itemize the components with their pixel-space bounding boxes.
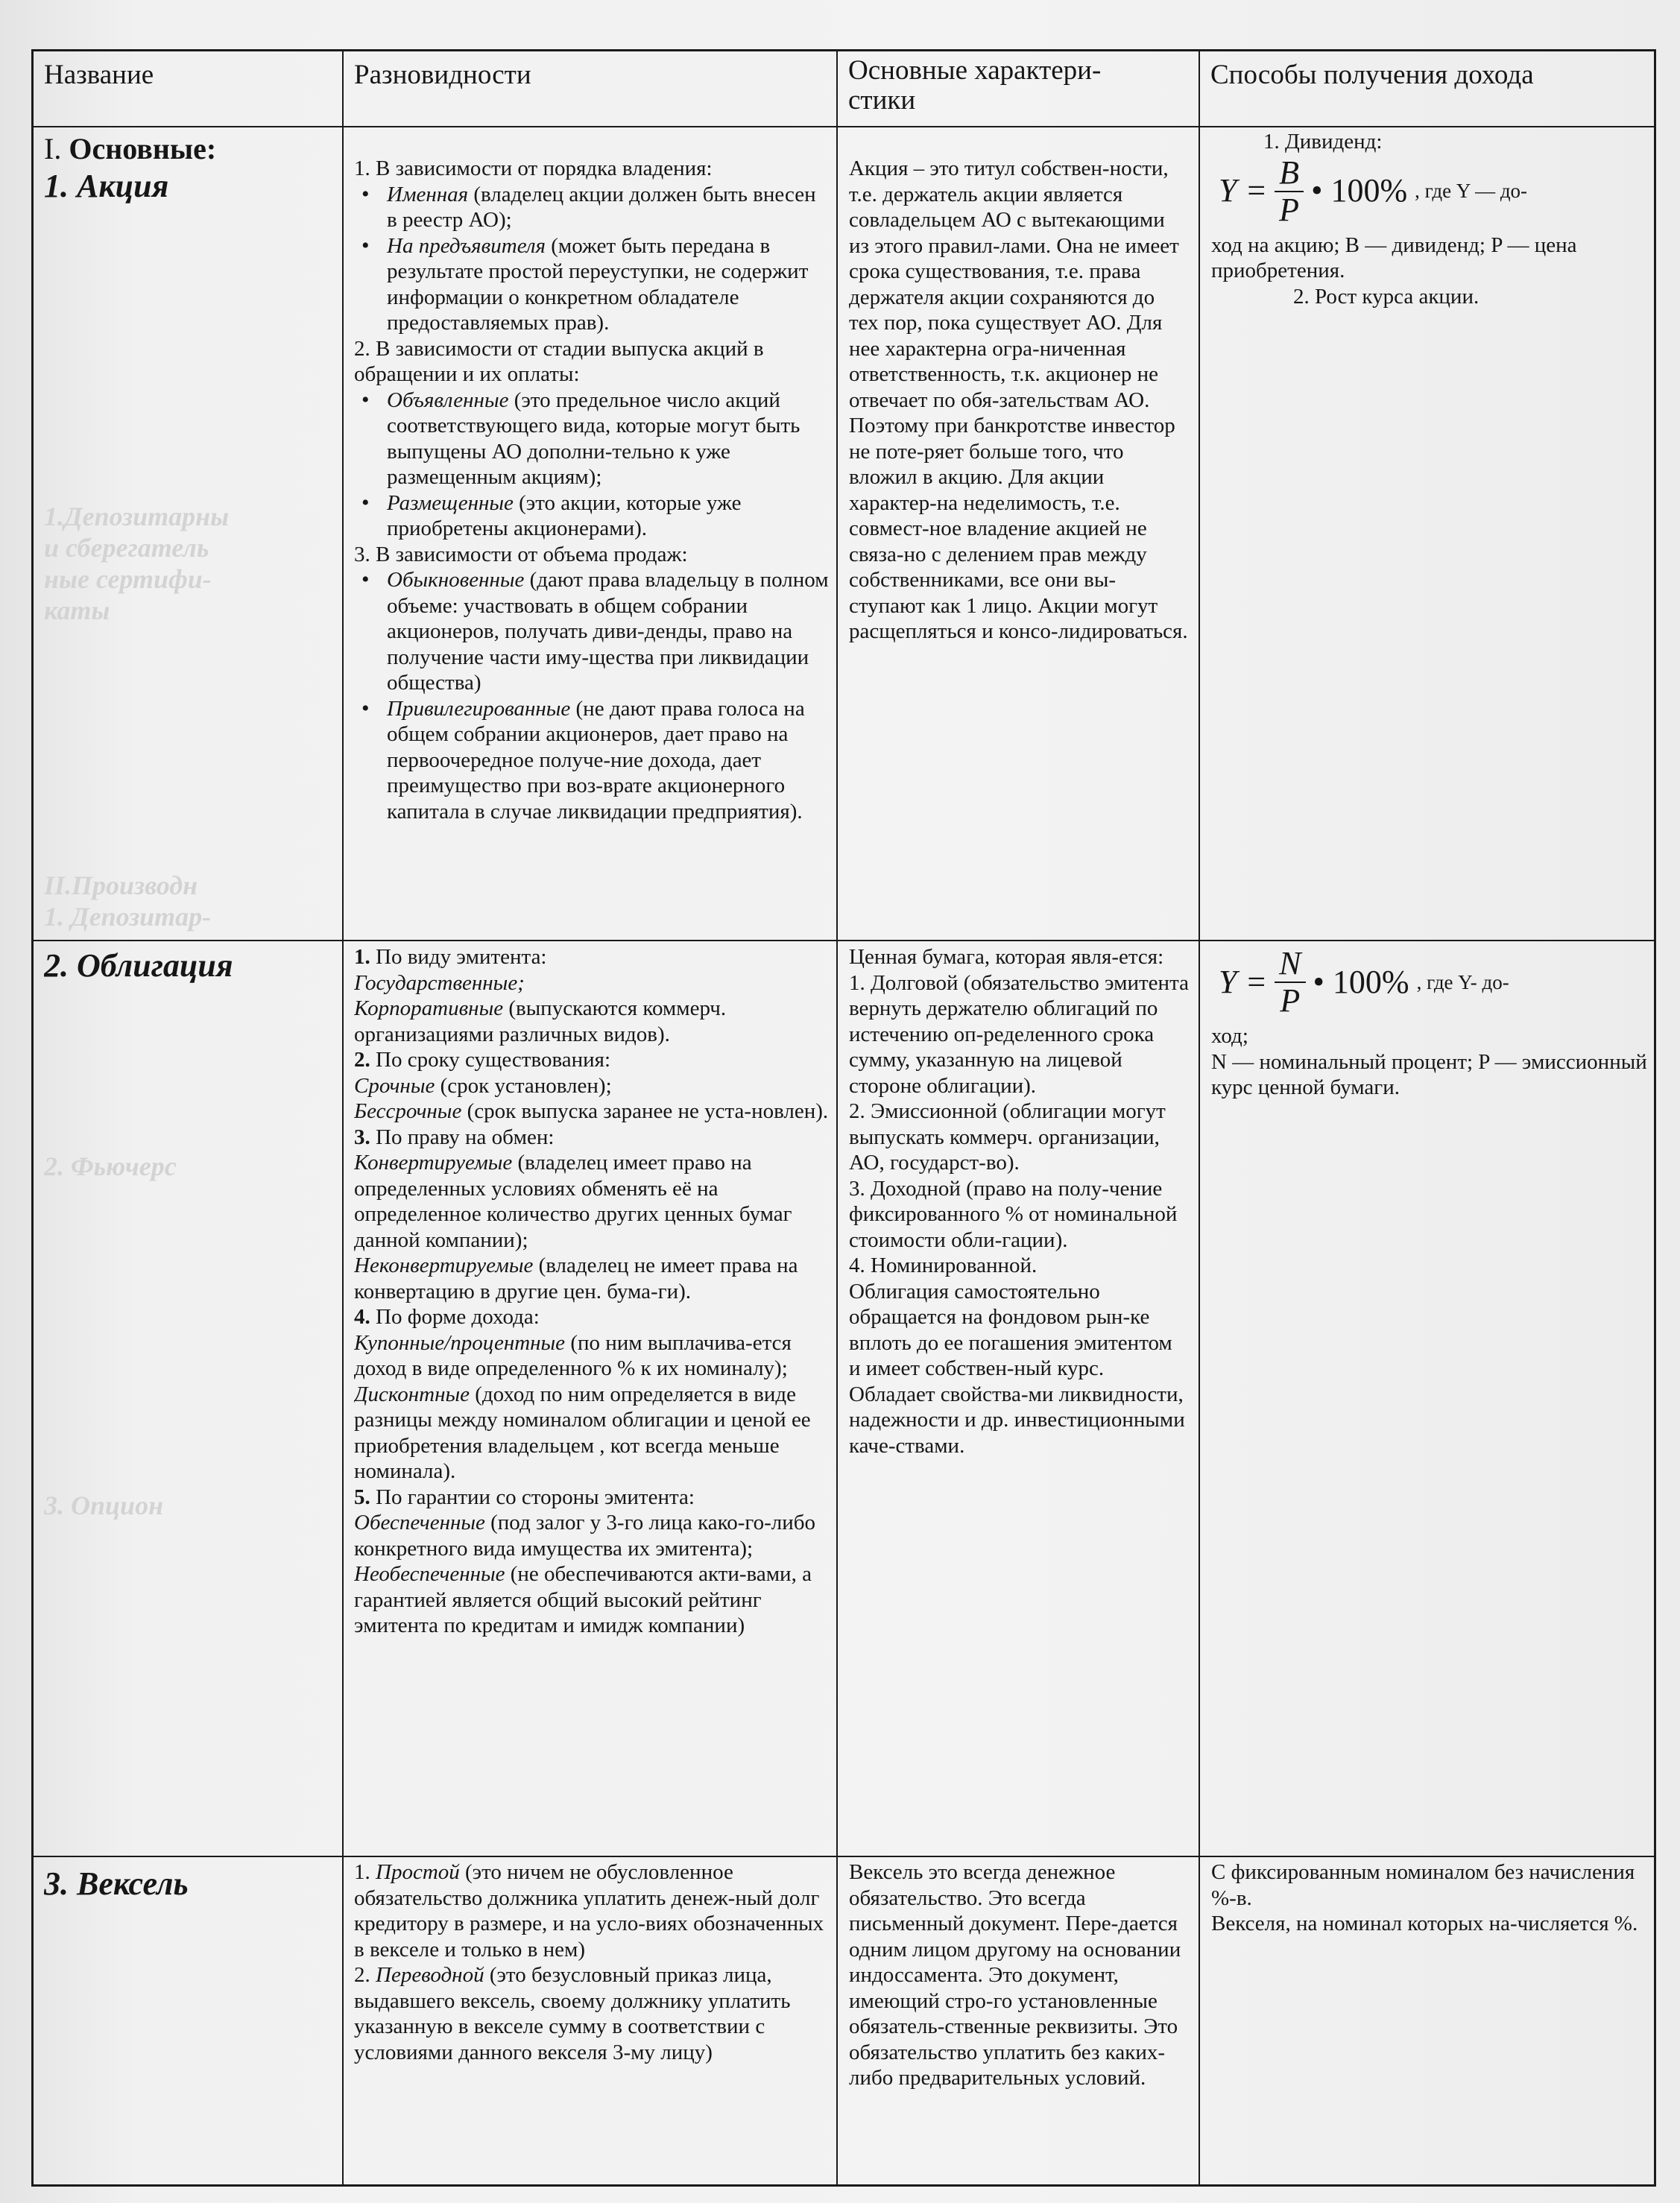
term-description: (дают права владельцу в полном объеме: участвовать в общем собрании акционеров, получать диви-денды, право на получение части иму-щества при ликвидации общества) (387, 568, 829, 695)
term: Конвертируемые (354, 1151, 513, 1175)
group-title: По праву на обмен: (370, 1125, 555, 1149)
stock-kinds-list (354, 388, 831, 542)
term: Размещенные (387, 490, 514, 515)
group-title: По форме дохода: (370, 1305, 540, 1329)
term-description: (владелец имеет право на определенных условиях обменять её на определенное количество других ценных бумаг данной компании); (354, 1151, 792, 1252)
group-number: 1. (354, 945, 370, 969)
formula-where: , где Y- до- (1416, 970, 1509, 993)
term-description: (это ничем не обусловленное обязательство должника уплатить денеж-ный долг кредитору в размере, и на усло-виях обозначенных в векселе и только в нем) (354, 1860, 824, 1962)
term-description: (под залог у 3-го лица како-го-либо конкретного вида имущества их эмитента); (354, 1511, 816, 1561)
bill-title: 3. Вексель (44, 1865, 189, 1902)
formula-multiplier: • 100% (1313, 963, 1409, 1000)
stock-name-cell (44, 132, 336, 937)
term: Обыкновенные (387, 568, 525, 592)
bond-yield-formula (1211, 946, 1651, 1019)
stock-kinds-section-title: 2. В зависимости от стадии выпуска акций в обращении и их оплаты: (354, 336, 764, 386)
formula-where: , где Y — до- (1415, 180, 1528, 203)
list-item (387, 182, 831, 233)
term: На предъявителя (387, 233, 546, 258)
stock-kinds-cell (354, 156, 831, 938)
term: Простой (376, 1860, 460, 1884)
formula-lhs: Y = (1219, 172, 1268, 209)
bond-name-cell (44, 946, 336, 1851)
formula-denominator: P (1280, 982, 1301, 1019)
group-title: По сроку существования: (370, 1048, 611, 1072)
bleed-through-text: 2. Фьючерс (44, 1151, 177, 1181)
group-number: 3. (354, 1125, 370, 1149)
term-description: (не дают права голоса на общем собрании акционеров, дает право на первоочередное получе-ние дохода, дает преимущество при воз-врате акционерного капитала в случае ликвидации предприятия). (387, 696, 805, 824)
stock-kinds-list (354, 567, 831, 824)
formula-explanation: N — номинальный процент; P — эмиссионный курс ценной бумаги. (1211, 1049, 1647, 1099)
term: Объявленные (387, 388, 509, 412)
term: Именная (387, 182, 469, 206)
kind-number: 1. (354, 1860, 376, 1884)
term: Обеспеченные (354, 1511, 485, 1534)
securities-table (31, 49, 1656, 2187)
formula-denominator: P (1279, 191, 1300, 228)
term-description: (срок выпуска заранее не уста-новлен). (461, 1099, 829, 1123)
term-description: (это безусловный приказ лица, выдавшего вексель, своему должнику уплатить указанную в векселе сумму в соответствии с условиями данного векселя 3-му лицу) (354, 1963, 791, 2064)
bill-income-cell: С фиксированным номиналом без начисления %-в. Векселя, на номинал которых на-числяется %. (1211, 1860, 1638, 1935)
row-divider (34, 940, 1654, 941)
bleed-through-text: 1.Депозитарны и сберегатель ные сертифи- каты (44, 502, 230, 625)
row-divider (34, 126, 1654, 127)
bond-features-cell: Ценная бумага, которая явля-ется: 1. Долговой (обязательство эмитента вернуть держателю облигаций по истечению оп-ределенного срока сумму, указанную на лицевой стороне облигации). 2. Эмиссионной (облигации могут выпускать коммерч. организации, АО, государст-во). 3. Доходной (право на полу-чение фиксированного % от номинальной стоимости обли-гации). 4. Номинированной. Облигация самостоятельно обращается на фондовом рын-ке вплоть до ее погашения эмитентом и имеет собствен-ный курс. Обладает свойства-ми ликвидности, надежности и др. инвестиционными каче-ствами. (849, 945, 1189, 1458)
row-divider (34, 1856, 1654, 1857)
formula-numerator: B (1275, 155, 1304, 192)
term: Неконвертируемые (354, 1254, 534, 1277)
term-description: (доход по ним определяется в виде разницы между номиналом облигации и ценой ее приобретения владельцем , кот всегда меньше номинала). (354, 1382, 811, 1483)
group-number: 2. (354, 1048, 370, 1072)
header-features: Основные характери- стики (848, 55, 1102, 116)
group-title: По гарантии со стороны эмитента: (370, 1485, 695, 1509)
list-item (387, 233, 831, 336)
term: Дисконтные (354, 1382, 470, 1406)
term-description: (не обеспечиваются акти-вами, а гарантией является общий высокий рейтинг эмитента по кредитам и имидж компании) (354, 1562, 812, 1637)
bill-kinds-cell (354, 1859, 831, 2184)
term-description: (выпускаются коммерч. организациями различных видов). (354, 996, 727, 1046)
category-heading (44, 132, 336, 166)
stock-kinds-section-title: 3. В зависимости от объема продаж: (354, 542, 688, 566)
term: Необеспеченные (354, 1562, 505, 1586)
term-description: (по ним выплачива-ется доход в виде определенного % к их номиналу); (354, 1330, 792, 1380)
formula-lhs: Y = (1219, 963, 1268, 1000)
term: Купонные/процентные (354, 1330, 566, 1355)
formula-explanation: ход; (1211, 1024, 1248, 1048)
column-divider (1199, 51, 1200, 2184)
income-item: 2. Рост курса акции. (1293, 284, 1480, 309)
category-label: Основные: (69, 132, 217, 165)
category-roman: I. (44, 132, 69, 165)
term: Переводной (376, 1963, 484, 1987)
bond-kinds-cell (354, 944, 831, 1855)
term-description: (это предельное число акций соответствующего вида, которые могут быть выпущены АО дополни-тельно к уже размещенным акциям); (387, 388, 800, 489)
stock-income-cell (1211, 129, 1651, 934)
bill-name-cell (44, 1864, 336, 2184)
bill-features-cell: Вексель это всегда денежное обязательство. Это всегда письменный документ. Пере-дается одним лицом другому на основании индоссамента. Это документ, имеющий стро-го установленные обязатель-ственные реквизиты. Это обязательство уплатить без каких-либо предварительных условий. (849, 1860, 1181, 2090)
dividend-formula (1211, 155, 1651, 228)
column-divider (836, 51, 838, 2184)
bleed-through-text: 3. Опцион (44, 1491, 164, 1520)
bond-income-cell (1211, 946, 1651, 1851)
header-kinds: Разновидности (354, 60, 531, 90)
term: Привилегированные (387, 696, 571, 721)
formula-fraction (1275, 946, 1305, 1019)
header-name: Название (44, 60, 154, 90)
income-item: 1. Дивиденд: (1263, 130, 1383, 154)
list-item (387, 567, 831, 696)
formula-fraction (1275, 155, 1304, 228)
stock-features-cell: Акция – это титул собствен-ности, т.е. держатель акции является совладельцем АО с вытекающими из этого правил-лами. Она не имеет срока существования, т.е. права держателя акции сохраняются до тех пор, пока существует АО. Для нее характерна огра-ниченная ответственность, т.к. акционер не отвечает по обя-зательствам АО. Поэтому при банкротстве инвестор не поте-ряет больше того, что вложил в акцию. Для акции характер-на неделимость, т.е. совмест-ное владение акцией не связа-но с делением прав между собственниками, все они вы-ступают как 1 лицо. Акции могут расщепляться и консо-лидироваться. (849, 157, 1188, 643)
group-title: По виду эмитента: (370, 945, 547, 969)
list-item (387, 696, 831, 825)
list-item (387, 388, 831, 490)
term: Бессрочные (354, 1099, 462, 1123)
term-description: (срок установлен); (435, 1073, 612, 1098)
formula-multiplier: • 100% (1311, 172, 1408, 209)
term-description: (владелец не имеет права на конвертацию в другие цен. бума-ги). (354, 1254, 798, 1303)
bond-title: 2. Облигация (44, 947, 233, 984)
stock-kinds-section-title: 1. В зависимости от порядка владения: (354, 157, 713, 180)
stock-kinds-list (354, 182, 831, 336)
bleed-through-text: II.Производн 1. Депозитар- (44, 870, 212, 932)
column-divider (342, 51, 344, 2184)
formula-numerator: N (1275, 946, 1305, 983)
group-number: 5. (354, 1485, 370, 1509)
term-description: (может быть передана в результате простой переуступки, не содержит информации о конкретном обладателе предоставляемых прав). (387, 233, 809, 335)
term: Корпоративные (354, 996, 504, 1020)
term-description: (это акции, которые уже приобретены акционерами). (387, 490, 742, 540)
bond-kind: Государственные; (354, 970, 525, 995)
formula-explanation: ход на акцию; B — дивиденд; P — цена приобретения. (1211, 233, 1577, 282)
header-income: Способы получения дохода (1210, 60, 1534, 90)
group-number: 4. (354, 1305, 370, 1329)
stock-title: 1. Акция (44, 168, 169, 204)
list-item (387, 490, 831, 542)
term: Срочные (354, 1073, 435, 1098)
kind-number: 2. (354, 1963, 376, 1987)
term-description: (владелец акции должен быть внесен в реестр АО); (387, 182, 816, 232)
